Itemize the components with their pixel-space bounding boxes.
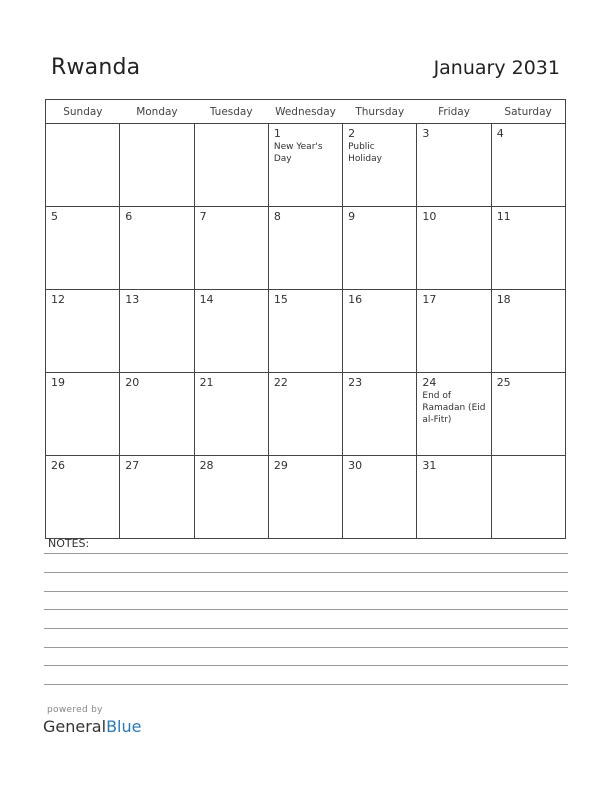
day-number: 25 — [496, 376, 511, 389]
week-row — [46, 207, 566, 290]
day-cell — [417, 373, 491, 456]
day-number: 13 — [125, 293, 140, 306]
day-cell — [491, 373, 565, 456]
country-title: Rwanda — [51, 55, 141, 80]
week-row — [46, 373, 566, 456]
day-cell — [417, 290, 491, 373]
holiday-label: End of Ramadan (Eid al-Fitr) — [422, 391, 486, 425]
brand-general-text: General — [43, 717, 107, 736]
day-cell — [491, 456, 565, 539]
day-number: 3 — [422, 127, 430, 140]
day-number: 28 — [199, 459, 214, 472]
day-number: 29 — [273, 459, 288, 472]
day-number: 6 — [125, 210, 133, 223]
day-cell — [268, 124, 342, 207]
note-line — [44, 553, 568, 554]
day-number: 8 — [273, 210, 281, 223]
day-cell — [46, 290, 120, 373]
day-cell — [120, 207, 194, 290]
day-number: 5 — [51, 210, 58, 223]
note-line — [44, 628, 568, 629]
day-cell — [268, 456, 342, 539]
day-cell — [491, 124, 565, 207]
day-number: 19 — [51, 376, 65, 389]
day-cell — [417, 124, 491, 207]
week-row — [46, 124, 566, 207]
day-cell — [417, 207, 491, 290]
weekday-header: Sunday — [46, 100, 120, 124]
day-cell — [194, 124, 268, 207]
day-number: 4 — [496, 127, 504, 140]
day-cell — [194, 456, 268, 539]
day-number: 1 — [273, 127, 281, 140]
note-line — [44, 572, 568, 573]
weekday-header: Tuesday — [194, 100, 268, 124]
day-cell — [194, 290, 268, 373]
day-cell — [343, 456, 417, 539]
day-cell — [268, 373, 342, 456]
note-line — [44, 647, 568, 648]
holiday-label: New Year's Day — [273, 142, 323, 164]
day-cell — [343, 373, 417, 456]
day-number: 24 — [422, 376, 437, 389]
day-cell — [491, 207, 565, 290]
day-number: 10 — [422, 210, 437, 223]
day-cell — [194, 207, 268, 290]
day-cell — [46, 456, 120, 539]
note-line — [44, 591, 568, 592]
calendar-grid — [45, 99, 566, 539]
day-number: 2 — [348, 127, 356, 140]
weekday-header: Monday — [120, 100, 194, 124]
day-number: 18 — [496, 293, 511, 306]
day-cell — [194, 373, 268, 456]
day-cell — [46, 207, 120, 290]
day-cell — [268, 290, 342, 373]
weekday-header: Friday — [417, 100, 491, 124]
day-number: 14 — [199, 293, 214, 306]
day-number: 30 — [348, 459, 363, 472]
powered-by-text: powered by — [47, 705, 103, 715]
day-number: 22 — [273, 376, 288, 389]
day-number: 16 — [348, 293, 363, 306]
brand-logo[interactable] — [43, 717, 141, 736]
weekday-header: Thursday — [343, 100, 417, 124]
day-number: 21 — [199, 376, 214, 389]
day-number: 31 — [422, 459, 437, 472]
day-number: 7 — [199, 210, 207, 223]
week-row — [46, 456, 566, 539]
day-cell — [491, 290, 565, 373]
day-number: 20 — [125, 376, 140, 389]
day-cell — [120, 373, 194, 456]
weekday-header: Wednesday — [268, 100, 342, 124]
day-cell — [343, 290, 417, 373]
day-cell — [120, 124, 194, 207]
day-cell — [120, 456, 194, 539]
day-number: 9 — [348, 210, 356, 223]
day-cell — [268, 207, 342, 290]
day-number: 17 — [422, 293, 437, 306]
week-row — [46, 290, 566, 373]
note-line — [44, 609, 568, 610]
day-number: 27 — [125, 459, 140, 472]
day-cell — [417, 456, 491, 539]
month-title: January 2031 — [433, 57, 560, 79]
holiday-label: Public Holiday — [348, 142, 382, 164]
day-cell — [343, 207, 417, 290]
day-cell — [343, 124, 417, 207]
day-number: 26 — [51, 459, 65, 472]
weekday-header: Saturday — [491, 100, 565, 124]
weekday-header-row — [46, 100, 566, 124]
note-line — [44, 684, 568, 685]
day-cell — [120, 290, 194, 373]
day-number: 15 — [273, 293, 288, 306]
notes-label: NOTES: — [48, 537, 90, 550]
day-number: 11 — [496, 210, 511, 223]
day-number: 23 — [348, 376, 363, 389]
day-cell — [46, 373, 120, 456]
day-number: 12 — [51, 293, 65, 306]
day-cell — [46, 124, 120, 207]
brand-blue-text: Blue — [106, 717, 142, 736]
note-line — [44, 665, 568, 666]
